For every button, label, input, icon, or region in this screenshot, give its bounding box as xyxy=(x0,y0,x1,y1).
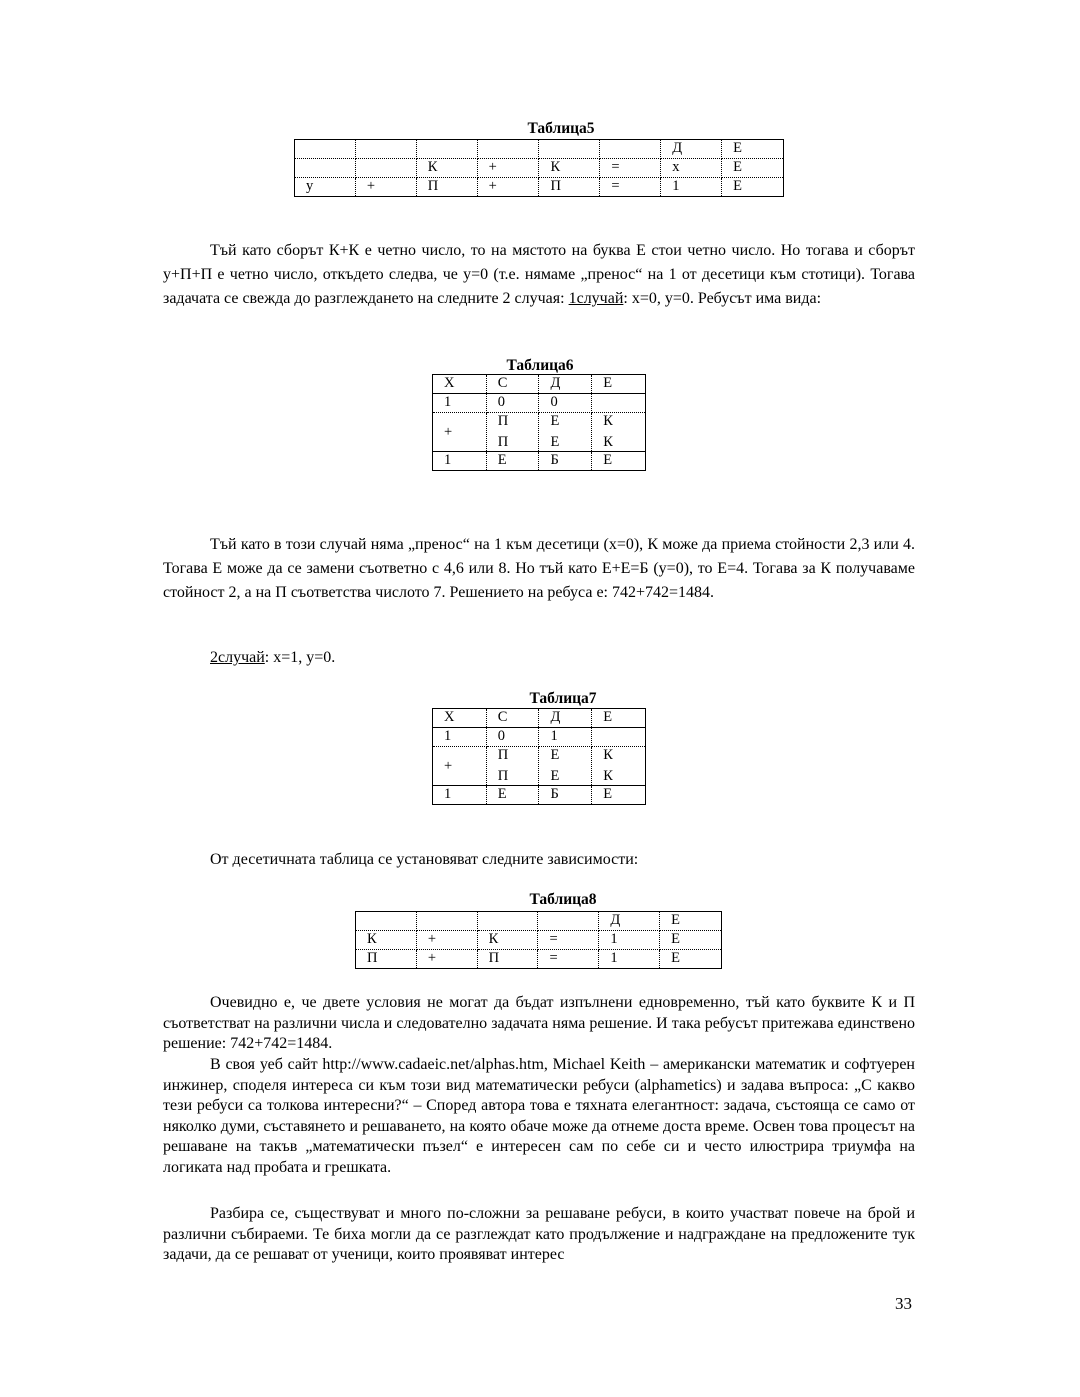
table-cell: 1 xyxy=(539,728,592,747)
table-cell: 1 xyxy=(433,728,487,747)
table-cell: Е xyxy=(486,786,539,805)
table8 xyxy=(355,911,722,969)
table-cell xyxy=(477,912,538,931)
table-cell xyxy=(539,747,592,786)
page-number: 33 xyxy=(895,1294,912,1313)
table-cell xyxy=(416,912,477,931)
paragraph-text: Тъй като сборът К+К е четно число, то на мястото на буква Е стои четно число. Но тогава и сборът y+П+П е четно число, откъдето следва, че y=0 (т.е. нямаме „пренос“ на 1 от десетици към стотици). Тогава задачата се свежда до разглеждането на следните 2 случая: xyxy=(163,242,915,307)
table-cell: = xyxy=(600,159,661,178)
table-cell: y xyxy=(295,178,356,197)
table-cell: Б xyxy=(539,452,592,471)
table5-row xyxy=(295,159,784,178)
table-cell: Д xyxy=(661,140,722,159)
table-cell: Е xyxy=(722,140,784,159)
paragraph-alphametics: В своя уеб сайт http://www.cadaeic.net/alphas.htm, Michael Keith – американски математик и софтуерен инжинер, споделя интереса си към този вид математически ребуси (alphametics) и задава въпроса: „С какво тези ребуси са толкова интересни?“ – Според автора това е тяхната елегантност: задача, състояща се само от няколко думи, съставянето и решаването, на която обаче може да отнеме доста време. Освен това процесът на решаване на такъв „математически пъзел“ е интересен сам по себе си и често илюстрира триумфа на логиката над пробата и грешката. xyxy=(163,1056,915,1176)
table-cell: Д xyxy=(539,709,592,728)
paragraph-case1-solution: Тъй като в този случай няма „пренос“ на 1 към десетици (x=0), К може да приема стойности 2,3 или 4. Тогава Е може да се замени съответно с 4,6 или 8. Но тъй като Е+Е=Б (y=0), то Е=4. Тогава за К получаваме стойност 2, а на П съответства числото 7. Решението на ребуса е: 742+742=1484. xyxy=(163,536,915,601)
table-cell xyxy=(295,140,356,159)
table-cell: x xyxy=(661,159,722,178)
table-cell: Е xyxy=(592,709,646,728)
digit: Е xyxy=(550,434,560,450)
table-cell: Е xyxy=(592,375,646,394)
paragraph-dependencies: От десетичната таблица се установяват следните зависимости: xyxy=(210,851,639,868)
paragraph-conclusion: Очевидно е, че двете условия не могат да бъдат изпълнени едновременно, тъй като буквите К и П съответстват на различни числа и следователно задачата няма решение. И така ребусът притежава единствено решение: 742+742=1484. xyxy=(163,994,915,1052)
table-cell: Е xyxy=(486,452,539,471)
table8-caption: Таблица8 xyxy=(529,891,597,908)
table-cell xyxy=(355,159,416,178)
table-cell xyxy=(477,140,539,159)
table-cell xyxy=(592,747,646,786)
table-cell: П xyxy=(539,178,600,197)
table-cell: К xyxy=(539,159,600,178)
digit: П xyxy=(497,434,509,450)
paragraph-text: : x=0, y=0. Ребусът има вида: xyxy=(623,290,822,307)
paragraph-complex-rebuses: Разбира се, съществуват и много по-сложни за решаване ребуси, в които участват повече на брой и различни събираеми. Те биха могли да се разглеждат като продължение и надграждане на предложените тук задачи, да се решават от ученици, които проявяват интерес xyxy=(163,1205,915,1263)
digit: П xyxy=(497,413,509,429)
table-cell: П xyxy=(416,178,477,197)
table-cell: С xyxy=(486,375,539,394)
table5-caption: Таблица5 xyxy=(527,120,595,137)
table-cell: = xyxy=(538,950,599,969)
table-cell xyxy=(356,912,417,931)
table-cell: Е xyxy=(660,912,722,931)
table8-row xyxy=(356,912,722,931)
digit: Е xyxy=(550,413,560,429)
table7-caption: Таблица7 xyxy=(529,690,597,707)
table6 xyxy=(432,374,646,471)
table8-row xyxy=(356,931,722,950)
table-cell xyxy=(592,413,646,452)
table-cell xyxy=(486,413,539,452)
table-cell: 1 xyxy=(599,931,660,950)
table-cell: К xyxy=(416,159,477,178)
table-cell: + xyxy=(433,413,487,452)
table5-row xyxy=(295,140,784,159)
table-cell: П xyxy=(356,950,417,969)
table6-caption: Таблица6 xyxy=(506,357,574,374)
table7-row xyxy=(433,728,646,747)
table-cell: 0 xyxy=(486,728,539,747)
digit: К xyxy=(603,747,613,763)
table7-row xyxy=(433,786,646,805)
table-cell: + xyxy=(416,950,477,969)
table-cell xyxy=(538,912,599,931)
digit: К xyxy=(603,768,613,784)
case2-label: 2случай xyxy=(210,649,265,666)
table-cell xyxy=(600,140,661,159)
digit: П xyxy=(497,768,509,784)
table-cell: + xyxy=(433,747,487,786)
table-cell: + xyxy=(477,159,539,178)
table-cell xyxy=(592,728,646,747)
digit: Е xyxy=(550,768,560,784)
table-cell: 0 xyxy=(486,394,539,413)
table-cell: П xyxy=(477,950,538,969)
case1-label: 1случай xyxy=(568,290,624,307)
table-cell: Е xyxy=(722,178,784,197)
table-cell: = xyxy=(538,931,599,950)
table-cell: Е xyxy=(722,159,784,178)
table-cell: Д xyxy=(539,375,592,394)
digit: Е xyxy=(550,747,560,763)
table-cell: 0 xyxy=(539,394,592,413)
table-cell: К xyxy=(356,931,417,950)
digit: П xyxy=(497,747,509,763)
table6-row xyxy=(433,413,646,452)
table-cell: X xyxy=(433,375,487,394)
paragraph-cases-intro xyxy=(163,239,915,311)
digit: К xyxy=(603,413,613,429)
table8-row xyxy=(356,950,722,969)
table-cell: X xyxy=(433,709,487,728)
table-cell xyxy=(592,394,646,413)
table-cell: 1 xyxy=(433,452,487,471)
table-cell: С xyxy=(486,709,539,728)
case2-line xyxy=(210,646,335,670)
table-cell: + xyxy=(355,178,416,197)
table5 xyxy=(294,139,784,197)
table6-row xyxy=(433,452,646,471)
table-cell xyxy=(355,140,416,159)
table-cell: = xyxy=(600,178,661,197)
table-cell: + xyxy=(416,931,477,950)
table7 xyxy=(432,708,646,805)
table-cell xyxy=(486,747,539,786)
table6-row xyxy=(433,394,646,413)
table-cell xyxy=(539,413,592,452)
table-cell xyxy=(295,159,356,178)
table-cell: Е xyxy=(660,931,722,950)
table7-row xyxy=(433,747,646,786)
table-cell: К xyxy=(477,931,538,950)
table-cell: Б xyxy=(539,786,592,805)
table5-row xyxy=(295,178,784,197)
table7-row xyxy=(433,709,646,728)
table-cell: Е xyxy=(592,452,646,471)
digit: К xyxy=(603,434,613,450)
table-cell: Д xyxy=(599,912,660,931)
table-cell: Е xyxy=(660,950,722,969)
table-cell: 1 xyxy=(661,178,722,197)
table6-row xyxy=(433,375,646,394)
table-cell: + xyxy=(477,178,539,197)
table-cell: 1 xyxy=(433,394,487,413)
table-cell xyxy=(416,140,477,159)
table-cell: 1 xyxy=(599,950,660,969)
case2-text: : x=1, y=0. xyxy=(264,649,336,666)
table-cell: Е xyxy=(592,786,646,805)
table-cell: 1 xyxy=(433,786,487,805)
table-cell xyxy=(539,140,600,159)
